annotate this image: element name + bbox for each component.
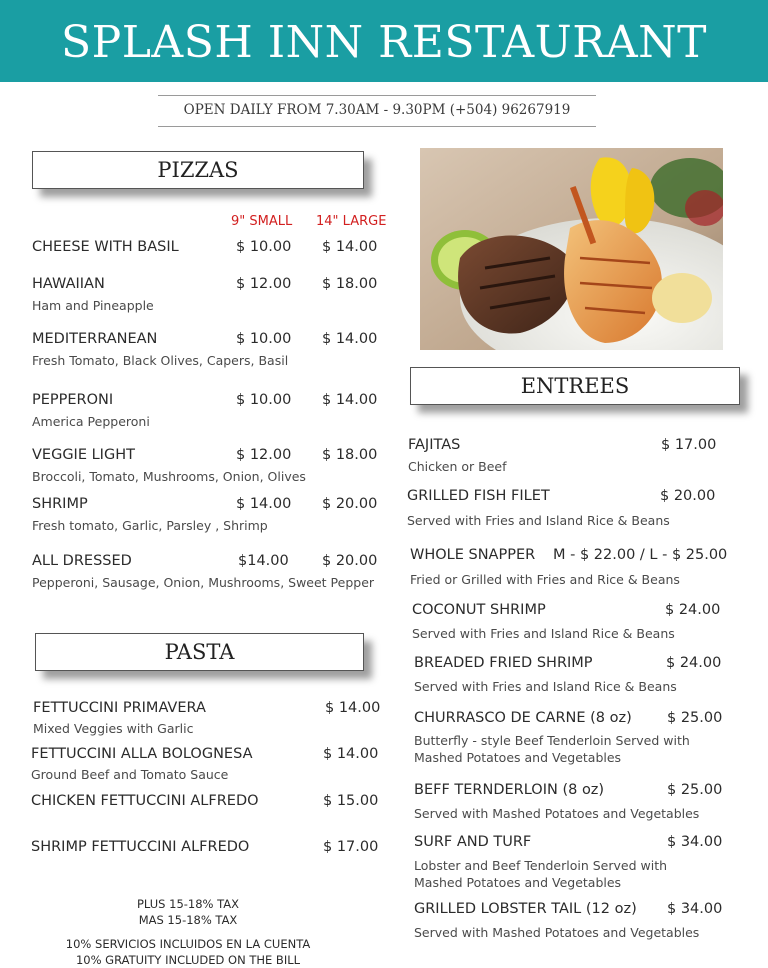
pasta-item-name: FETTUCCINI ALLA BOLOGNESA: [31, 746, 253, 762]
entree-item-price: $ 25.00: [667, 782, 723, 798]
entree-item-name: BEFF TERNDERLOIN (8 oz): [414, 782, 605, 798]
pizza-item-name: CHEESE WITH BASIL: [32, 239, 179, 255]
pasta-item-name: FETTUCCINI PRIMAVERA: [33, 700, 206, 716]
pizza-item-desc: America Pepperoni: [32, 414, 150, 429]
food-photo: [420, 148, 723, 350]
entree-item-desc: Butterfly - style Beef Tenderloin Served with: [414, 733, 690, 748]
pizza-small-price: $ 10.00: [236, 331, 292, 347]
entree-item-name: BREADED FRIED SHRIMP: [414, 655, 593, 671]
pizza-large-price: $ 14.00: [322, 239, 378, 255]
pasta-item-price: $ 15.00: [323, 793, 379, 809]
pasta-heading: PASTA: [35, 633, 364, 671]
pasta-item-desc: Ground Beef and Tomato Sauce: [31, 767, 229, 782]
pizza-item-desc: Fresh tomato, Garlic, Parsley , Shrimp: [32, 518, 268, 533]
entree-item-desc: Served with Fries and Island Rice & Beans: [412, 626, 675, 641]
entree-item-desc: Served with Fries and Island Rice & Beans: [407, 513, 670, 528]
entree-item-name: CHURRASCO DE CARNE (8 oz): [414, 710, 632, 726]
tax-note-es: MAS 15-18% TAX: [138, 913, 238, 927]
pizza-item-name: HAWAIIAN: [32, 276, 105, 292]
pizza-item-name: SHRIMP: [32, 496, 88, 512]
pasta-item-name: CHICKEN FETTUCCINI ALFREDO: [31, 793, 259, 809]
entree-item-price: $ 20.00: [660, 488, 716, 504]
large-size-header: 14" LARGE: [316, 214, 387, 229]
entree-item-name: COCONUT SHRIMP: [412, 602, 546, 618]
entree-item-desc: Served with Mashed Potatoes and Vegetables: [414, 806, 700, 821]
entree-item-desc: Chicken or Beef: [408, 459, 507, 474]
entree-item-desc-line2: Mashed Potatoes and Vegetables: [414, 875, 622, 890]
entree-item-price: $ 24.00: [665, 602, 721, 618]
entree-item-name: SURF AND TURF: [414, 834, 532, 850]
entree-item-name: FAJITAS: [408, 437, 461, 453]
gratuity-note-en: 10% GRATUITY INCLUDED ON THE BILL: [75, 953, 301, 967]
pizza-small-price: $14.00: [238, 553, 289, 569]
pasta-item-desc: Mixed Veggies with Garlic: [33, 721, 194, 736]
pasta-item-price: $ 14.00: [323, 746, 379, 762]
entree-item-name: GRILLED LOBSTER TAIL (12 oz): [414, 901, 637, 917]
pizza-small-price: $ 12.00: [236, 276, 292, 292]
entree-item-desc: Fried or Grilled with Fries and Rice & Beans: [410, 572, 680, 587]
entree-item-desc-line2: Mashed Potatoes and Vegetables: [414, 750, 622, 765]
entree-item-price: $ 24.00: [666, 655, 722, 671]
entree-item-price: $ 34.00: [667, 834, 723, 850]
pizza-item-name: PEPPERONI: [32, 392, 114, 408]
pizza-item-desc: Pepperoni, Sausage, Onion, Mushrooms, Sweet Pepper: [32, 575, 375, 590]
pasta-item-price: $ 14.00: [325, 700, 381, 716]
opening-hours: OPEN DAILY FROM 7.30AM - 9.30PM (+504) 96267919: [158, 95, 596, 127]
entree-item-name: WHOLE SNAPPER: [410, 547, 536, 563]
pizza-item-name: ALL DRESSED: [32, 553, 132, 569]
pizza-large-price: $ 20.00: [322, 553, 378, 569]
pizza-small-price: $ 10.00: [236, 239, 292, 255]
pizza-item-name: MEDITERRANEAN: [32, 331, 158, 347]
entree-item-desc: Served with Mashed Potatoes and Vegetables: [414, 925, 700, 940]
entrees-heading: ENTREES: [410, 367, 740, 405]
pizza-item-desc: Ham and Pineapple: [32, 298, 154, 313]
pizza-item-desc: Fresh Tomato, Black Olives, Capers, Basil: [32, 353, 289, 368]
entree-item-price: $ 34.00: [667, 901, 723, 917]
pasta-item-name: SHRIMP FETTUCCINI ALFREDO: [31, 839, 250, 855]
pizza-large-price: $ 18.00: [322, 276, 378, 292]
entree-item-price: $ 17.00: [661, 437, 717, 453]
entree-item-name: GRILLED FISH FILET: [407, 488, 550, 504]
pizza-small-price: $ 10.00: [236, 392, 292, 408]
entree-item-price: $ 25.00: [667, 710, 723, 726]
pizza-item-name: VEGGIE LIGHT: [32, 447, 135, 463]
pizza-large-price: $ 14.00: [322, 331, 378, 347]
pizza-large-price: $ 18.00: [322, 447, 378, 463]
pizza-item-desc: Broccoli, Tomato, Mushrooms, Onion, Olives: [32, 469, 306, 484]
service-note-es: 10% SERVICIOS INCLUIDOS EN LA CUENTA: [65, 937, 311, 951]
small-size-header: 9" SMALL: [231, 214, 293, 229]
entree-item-desc: Lobster and Beef Tenderloin Served with: [414, 858, 668, 873]
pizza-large-price: $ 20.00: [322, 496, 378, 512]
header-banner: [0, 0, 768, 82]
tax-note-en: PLUS 15-18% TAX: [136, 897, 240, 911]
pasta-item-price: $ 17.00: [323, 839, 379, 855]
pizza-large-price: $ 14.00: [322, 392, 378, 408]
pizza-small-price: $ 12.00: [236, 447, 292, 463]
pizzas-heading: PIZZAS: [32, 151, 364, 189]
entree-item-price: M - $ 22.00 / L - $ 25.00: [553, 547, 728, 563]
pizza-small-price: $ 14.00: [236, 496, 292, 512]
restaurant-title: SPLASH INN RESTAURANT: [60, 17, 708, 68]
entree-item-desc: Served with Fries and Island Rice & Beans: [414, 679, 677, 694]
